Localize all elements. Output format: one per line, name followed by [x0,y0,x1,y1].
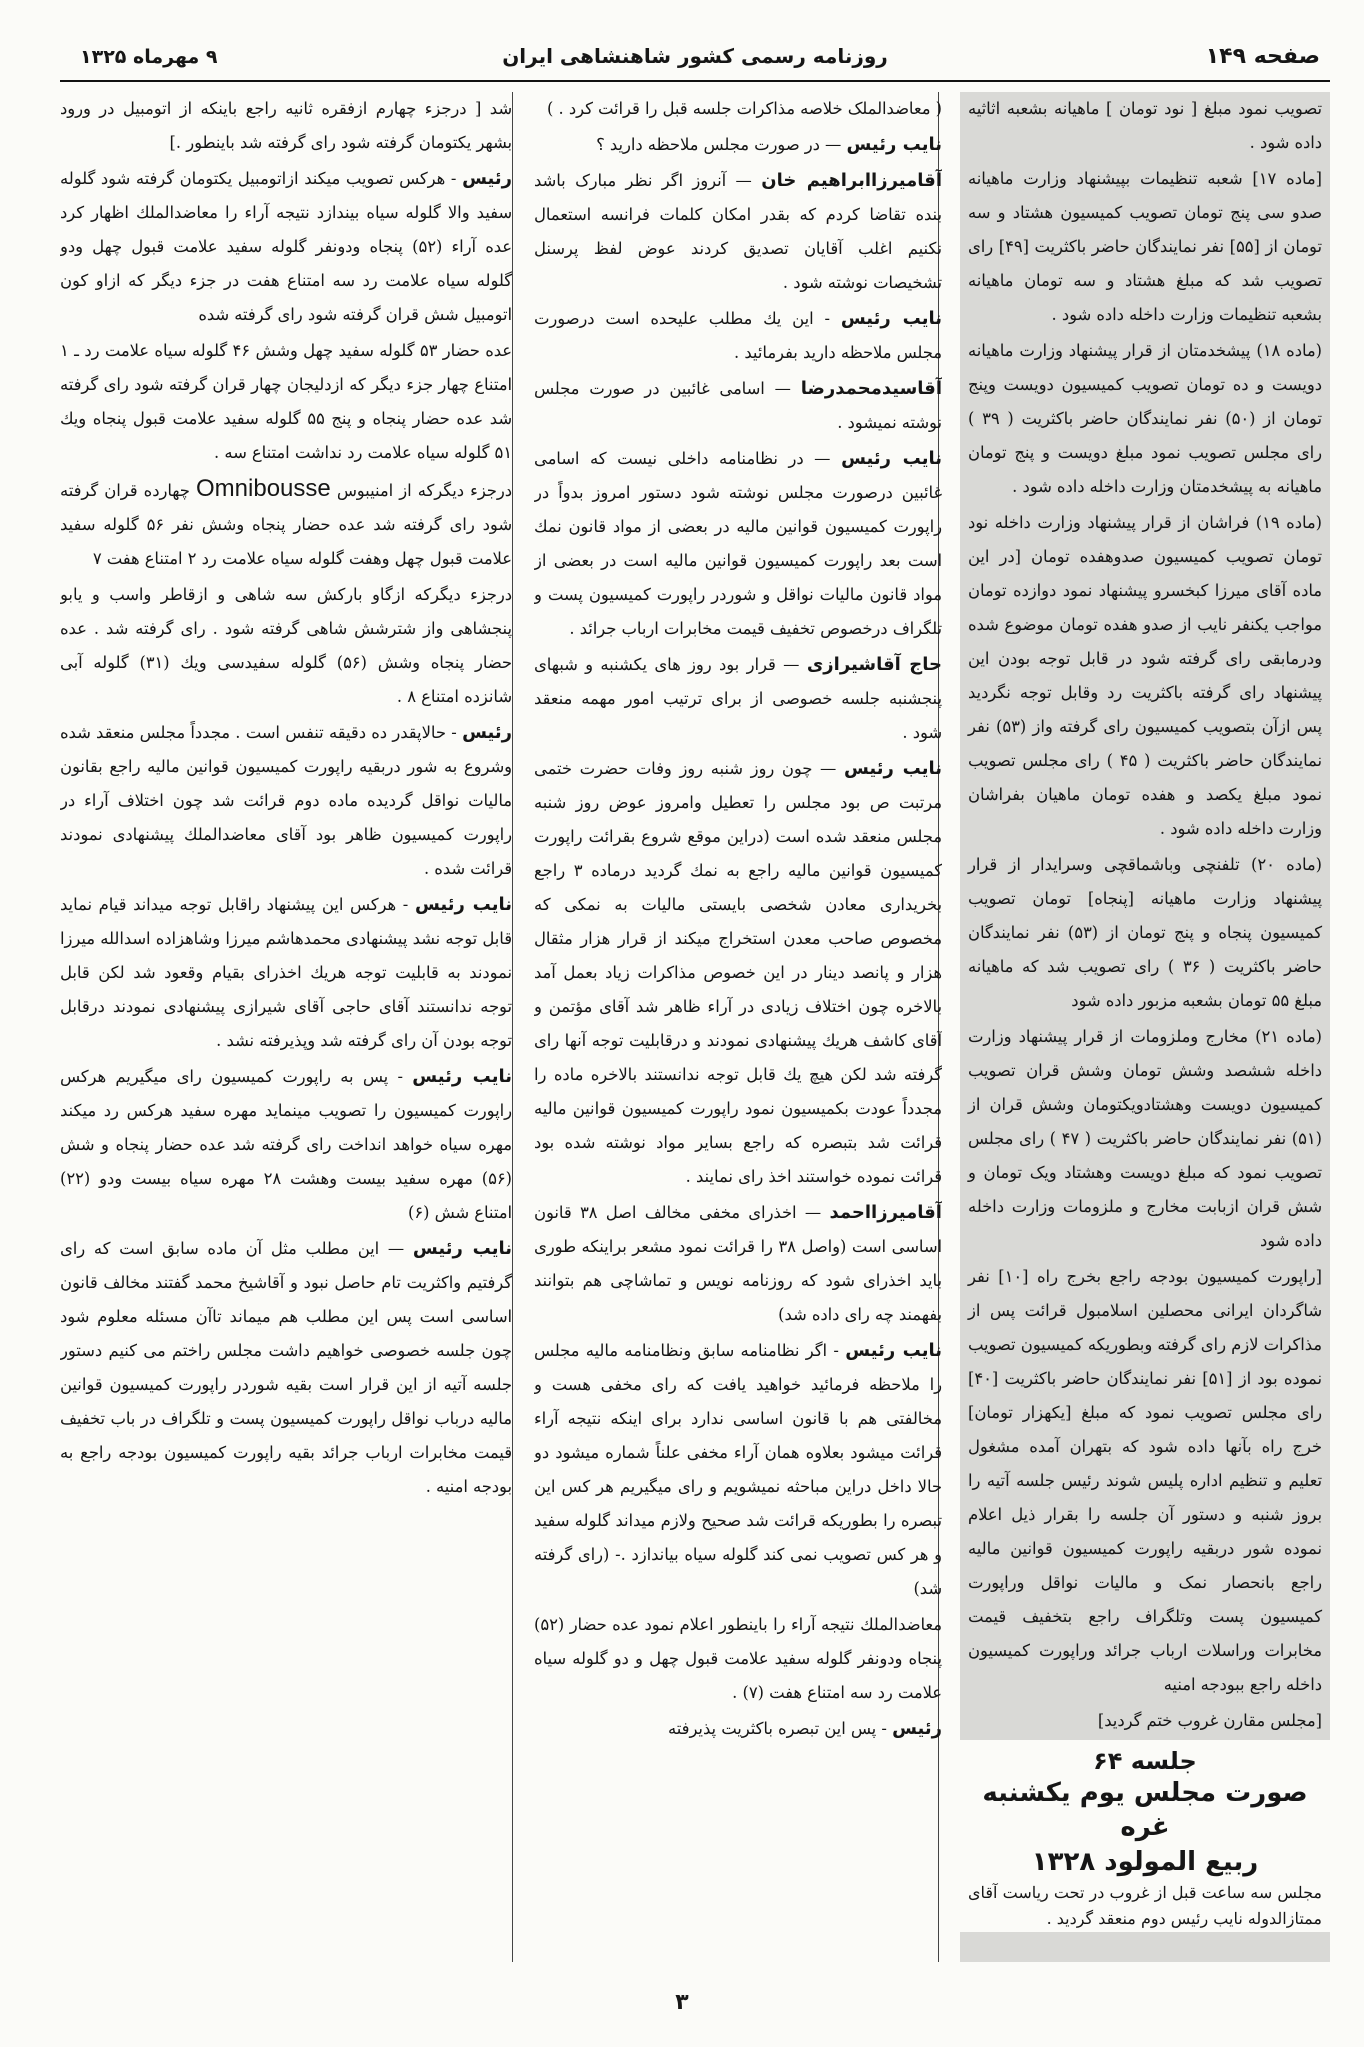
header-rule [60,80,1330,82]
speaker-name: نایب رئیس [414,894,512,915]
speaker-name: نایب رئیس [841,448,942,469]
speech-text: - هرکس تصویب میکند ازاتومبیل یکتومان گرفته شود گلوله سفید والا گلوله سیاه بیندازد نتیجه آراء را معاضدالملك اظهار کرد عده آراء (۵۲) پنجاه ودونفر گلوله سفید علامت قبول چهل ودو گلوله سیاه علامت رد سه امتناع هفت در جزء دیگر که ازاو کون اتومبیل شش قران گرفته شود رای گرفته شده [60,169,512,324]
speech-text: — در صورت مجلس ملاحظه دارید ؟ [596,135,842,154]
speaker-name: نایب رئیس [412,1238,512,1259]
speech-paragraph [534,302,942,370]
issue-date: ۹ مهرماه ۱۳۲۵ [80,46,218,68]
middle-column [534,92,942,1962]
speech-paragraph [534,1608,942,1710]
speaker-name: نایب رئیس [846,134,942,155]
session-header [960,1740,1330,1932]
speech-paragraph [534,648,942,750]
speech-text: معاضدالملك نتیجه آراء را باینطور اعلام نمود عده حضار (۵۲) پنجاه ودونفر گلوله سفید علامت قبول چهل و دو گلوله سیاه علامت رد سه امتناع هفت (۷) . [534,1615,942,1702]
speech-paragraph [534,752,942,1194]
article-paragraph: (ماده ۲۱) مخارج وملزومات از قرار پیشنهاد وزارت داخله ششصد وشش تومان وشش قران تصویب کمیسیون دویست وهشتادویکتومان وشش قران از (۵۱) نفر نمایندگان حاضر باکثریت ( ۴۷ ) رای مجلس تصویب نمود که مبلغ دویست وهشتاد ویک تومان و شش قران ازبابت مخارج و ملزومات وزارت داخله داده شود [968,1027,1323,1250]
speech-text: — اسامی غائبین در صورت مجلس نوشته نمیشود . [534,379,942,432]
speech-paragraph [534,442,942,646]
speaker-name: آقاسیدمحمدرضا [800,378,942,399]
speech-text: عده حضار ۵۳ گلوله سفید چهل وشش ۴۶ گلوله سیاه علامت رد ـ ۱ امتناع چهار جزء دیگر که ازدلیجان چهار قران گرفته شود رای گرفته شد عده حضار پنجاه و پنج ۵۵ گلوله سفید علامت قبول پنجاه ویك ۵۱ گلوله سیاه علامت رد نداشت امتناع سه . [60,341,512,462]
speech-paragraph [534,1196,942,1332]
speech-text: - این یك مطلب علیحده است درصورت مجلس ملاحظه دارید بفرمائید . [534,309,942,362]
speaker-name: نایب رئیس [412,1066,512,1087]
speech-text: — چون روز شنبه روز وفات حضرت ختمی مرتبت ص بود مجلس را تعطیل وامروز عوض روز شنبه مجلس منعقد شده است (دراین موقع شروع بقرائت راپورت کمیسیون قوانین مالیه راجع به نمك گردید درماده ۳ راجع بخریداری معادن شخصی بایستی مالیات به نمکی که مخصوص صاحب معدن استخراج میکند از قرار هزار مثقال هزار و پانصد دینار در این خصوص مذاکرات زیاد بعمل آمد بالاخره چون اختلاف زیادی در آراء ظاهر شد آقای مؤتمن و آقای کاشف هریك پیشنهادی نمودند و درقابلیت توجه آنها رای گرفته شد لکن هیچ یك قابل توجه ندانستند بالاخره ماده را مجدداً عودت بکمیسیون نمود راپورت کمیسیون قوانین مالیه قرائت شد بتبصره که راجع بسایر مواد نوشته شده بود قرائت نموده خواستند اخذ رای نمایند . [534,759,942,1186]
speech-text-continued: چهارده قران گرفته شود رای گرفته شد عده حضار پنجاه وشش نفر ۵۶ گلوله سفید علامت قبول چهل وهفت گلوله سیاه علامت رد ۲ امتناع هفت ۷ [60,481,512,568]
page-number: ۳ [675,1990,689,2015]
session-number: جلسه ۶۴ [1093,1747,1197,1775]
speech-paragraph [60,1232,512,1504]
speech-text: شد [ درجزء چهارم ازفقره ثانیه راجع باینکه از اتومبیل در ورود بشهر یکتومان گرفته شود رای گرفته شد باینطور .] [60,99,512,152]
newspaper-title: روزنامه رسمی کشور شاهنشاهی ایران [502,44,888,68]
speech-paragraph [60,472,512,576]
right-column [960,92,1330,1962]
speech-paragraph [60,334,512,470]
speech-text: - پس این تبصره باکثریت پذیرفته [668,1719,887,1738]
page-header [60,44,1330,86]
session-title: صورت مجلس یوم یکشنبه غره [982,1778,1308,1842]
speaker-name: نایب رئیس [845,1340,942,1361]
left-column [60,92,512,1962]
speech-text: - اگر نظامنامه سابق ونظامنامه مالیه مجلس را ملاحظه فرمائید خواهید یافت که رای مخفی هست و مخالفتی هم با قانون اساسی ندارد برای اینکه نتیجه آراء قرائت میشود بعلاوه همان آراء مخفی علناً شماره میشود دو حالا داخل دراین مباحثه نمیشویم و رای میگیریم هر کس این تبصره را بطوریکه قرائت شد صحیح ولازم میداند گلوله سفید و هر کس تصویب نمی کند گلوله سیاه بیاندازد .- (رای گرفته شد) [534,1341,942,1598]
article-paragraph: (ماده ۲۰) تلفنچی وباشماقچی وسرایدار از قرار پیشنهاد وزارت ماهیانه [پنجاه] تومان تصویب کمیسیون پنجاه و پنج تومان از (۵۳) نفر نمایندگان حاضر باکثریت ( ۳۶ ) رای تصویب شد که ماهیانه مبلغ ۵۵ تومان بشعبه مزبور داده شود [968,855,1322,1010]
speaker-name: آقامیرزااحمد [829,1202,942,1223]
speech-paragraph [534,128,942,162]
latin-word: Omnibousse [196,475,331,502]
article-paragraph: تصویب نمود مبلغ [ نود تومان ] ماهیانه بشعبه اثاثیه داده شود . [968,99,1322,152]
speech-text: - پس به راپورت کمیسیون رای میگیریم هرکس راپورت کمیسیون را تصویب مینماید مهره سفید هرکس رد میکند مهره سیاه خواهد انداخت رای گرفته شد عده حضار پنجاه و شش (۵۶) مهره سفید بیست وهشت ۲۸ مهره سیاه بیست ودو (۲۲) امتناع شش (۶) [60,1067,512,1222]
speech-text: — در نظامنامه داخلی نیست که اسامی غائبین درصورت مجلس نوشته شود دستور امروز بدواً در راپورت کمیسیون قوانین مالیه در بعضی از مواد قانون نمك است بعد راپورت کمیسیون قوانین مالیه است در بعضی از مواد قانون مالیات نواقل و شوردر راپورت کمیسیون پست و تلگراف درخصوص تخفیف قیمت مخابرات ارباب جرائد . [534,449,942,638]
article-paragraph: [راپورت کمیسیون بودجه راجع بخرج راه [۱۰] نفر شاگردان ایرانی محصلین اسلامبول قرائت پس از مذاکرات لازم رای گرفته وبطوریکه کمیسیون تصویب نموده بود از [۵۱] نفر نمایندگان حاضر باکثریت [۴۰] رای مجلس تصویب نمود که مبلغ [یکهزار تومان] خرج راه بآنها داده شود که بتهران آمده مشغول تعلیم و تنظیم اداره پلیس شوند رئیس جلسه آتیه را بروز شنبه و دستور آن جلسه را بقرار ذیل اعلام نموده شور دربقیه راپورت کمیسیون قوانین مالیه راجع بانحصار نمک و مالیات نواقل وراپورت کمیسیون پست وتلگراف راجع بتخفیف قیمت مخابرات وراسلات ارباب جرائد وراپورت کمیسیون داخله راجع ببودجه امنیه [968,1267,1322,1694]
speaker-name: رئیس [462,722,512,743]
speech-paragraph [60,92,512,160]
speech-paragraph [534,372,942,440]
session-date: ربیع المولود ۱۳۲۸ [1031,1847,1259,1877]
speech-paragraph [534,1334,942,1606]
speaker-name: آقامیرزاابراهیم خان [761,170,942,191]
speech-paragraph [60,1060,512,1230]
speech-text: — این مطلب مثل آن ماده سابق است که رای گرفتیم واکثریت تام حاصل نبود و آقاشیخ محمد گفتند مخالف قانون اساسی است پس این مطلب هم میماند تاآن مسئله معلوم شود چون جلسه خصوصی خواهیم داشت مجلس راختم می کنیم دستور جلسه آتیه از این قرار است بقیه شوردر راپورت کمیسیون قوانین مالیه درباب نواقل راپورت کمیسیون پست و تلگراف در باب تخفیف قیمت مخابرات ارباب جرائد بقیه راپورت کمیسیون بودجه راجع به بودجه امنیه . [60,1239,512,1496]
speaker-name: رئیس [462,168,512,189]
speaker-name: نایب رئیس [840,308,942,329]
speech-text: ( معاضدالملک خلاصه مذاکرات جلسه قبل را قرائت کرد . ) [546,99,942,118]
speech-text: - حالاپقدر ده دقیقه تنفس است . مجدداً مجلس منعقد شده وشروع به شور دربقیه راپورت کمیسیون قوانین مالیه راجع بقانون مالیات نواقل گردیده ماده دوم قرائت شد چون اختلاف آراء در راپورت کمیسیون ظاهر بود آقای معاضدالملك پیشنهادی نمودند قرائت شده . [60,723,512,878]
speech-paragraph [534,92,942,126]
page-label: صفحه ۱۴۹ [1205,44,1320,69]
columns [60,92,1330,1962]
speech-paragraph [60,162,512,332]
speech-text: — آنروز اگر نظر مبارک باشد بنده تقاضا کردم که بقدر امکان کلمات فرانسه استعمال نکنیم اغلب آقایان تصدیق کردند عوض لفظ پرسنل تشخیصات نوشته شود . [534,171,942,292]
speech-text: درجزء دیگرکه از امنیبوس [336,481,512,500]
article-paragraph: [ماده ۱۷] شعبه تنظیمات بپیشنهاد وزارت ماهیانه صدو سی پنج تومان تصویب کمیسیون هشتاد و سه تومان از [۵۵] نفر نمایندگان حاضر باکثریت [۴۹] رای تصویب شد که مبلغ هشتاد و سه تومان ماهیانه بشعبه تنظیمات وزارت داخله داده شود . [968,169,1323,324]
speech-paragraph [534,164,942,300]
speech-paragraph [60,716,512,886]
article-paragraph: (ماده ۱۸) پیشخدمتان از قرار پیشنهاد وزارت ماهیانه دویست و ده تومان تصویب کمیسیون دویست وپنج تومان از (۵۰) نفر نمایندگان حاضر باکثریت ( ۳۹ ) رای مجلس تصویب نمود مبلغ دویست و پنج تومان ماهیانه به پیشخدمتان وزارت داخله داده شود . [968,341,1323,496]
speaker-name: حاج آقاشیرازی [806,654,942,675]
speech-text: - هرکس این پیشنهاد راقابل توجه میداند قیام نماید قابل توجه نشد پیشنهادی محمدهاشم میرزا وشاهزاده اسدالله میرزا نمودند به قابلیت توجه هریك اخذرای بقیام وقعود شد لکن قابل توجه ندانستند آقای حاجی آقای شیرازی پیشنهادی نمودند درقابل توجه بودن آن رای گرفته شد وپذیرفته نشد . [60,895,512,1050]
speech-paragraph [60,888,512,1058]
speech-text: درجزء دیگرکه ازگاو بارکش سه شاهی و ازقاطر واسب و یابو پنجشاهی واز شترشش شاهی گرفته شود . رای گرفته شد . عده حضار پنجاه وشش (۵۶) گلوله سفیدسی ویك (۳۱) گلوله آبی شانزده امتناع ۸ . [60,585,512,706]
article-paragraph: [مجلس مقارن غروب ختم گردید] [1097,1711,1322,1730]
speech-paragraph [60,578,512,714]
speech-text: — اخذرای مخفی مخالف اصل ۳۸ قانون اساسی است (واصل ۳۸ را قرائت نمود مشعر براینکه طوری باید اخذرای شود که روزنامه نویس و تماشاچی هم بتوانند بفهمند چه رای داده شد) [534,1203,942,1324]
speaker-name: رئیس [892,1718,942,1739]
article-paragraph: (ماده ۱۹) فراشان از قرار پیشنهاد وزارت داخله نود تومان تصویب کمیسیون صدوهفده تومان [در این ماده آقای میرزا کبخسرو پیشنهاد نمود دوازده تومان مواجب یکنفر نایب از صدو هفده تومان موضوع شده ودرمابقی رای گرفته شود در قابل توجه بودن این پیشنهاد رای گرفته باکثریت رد وقابل توجه نگردید پس ازآن بتصویب کمیسیون رای گرفته واز (۵۳) نفر نمایندگان حاضر باکثریت ( ۴۵ ) رای مجلس تصویب نمود مبلغ یکصد و هفده تومان ماهیان بفراشان وزارت داخله داده شود . [968,513,1322,838]
speaker-name: نایب رئیس [843,758,942,779]
speech-text: — قرار بود روز های یکشنبه و شبهای پنجشنبه جلسه خصوصی از برای ترتیب امور مهمه منعقد شود . [534,655,942,742]
speech-paragraph [534,1712,942,1746]
session-opening: مجلس سه ساعت قبل از غروب در تحت ریاست آقای ممتازالدوله نایب رئیس دوم منعقد گردید . [968,1883,1322,1928]
